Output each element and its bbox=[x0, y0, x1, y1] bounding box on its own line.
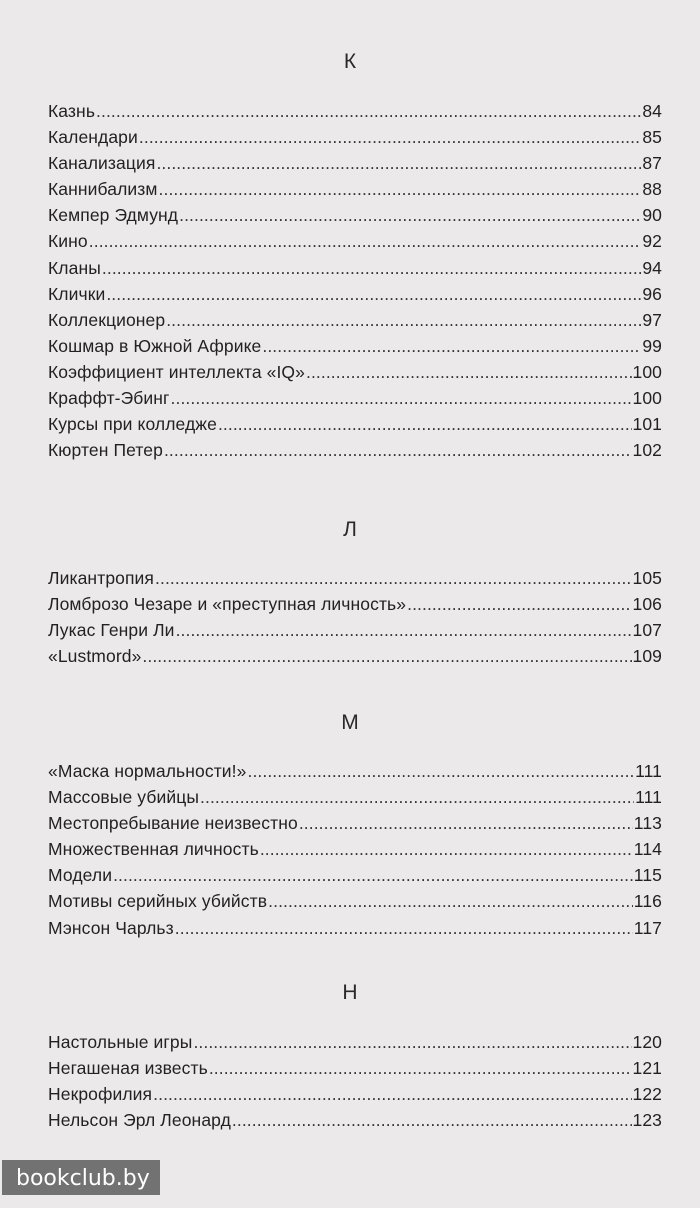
index-entry bbox=[48, 813, 662, 839]
entry-title: Клички bbox=[48, 283, 106, 304]
dot-leader bbox=[89, 231, 642, 252]
index-entry bbox=[48, 1110, 662, 1136]
index-entry bbox=[48, 568, 662, 594]
entry-title: Мотивы серийных убийств bbox=[48, 891, 268, 912]
index-entry bbox=[48, 594, 662, 620]
index-entry bbox=[48, 1032, 662, 1058]
dot-leader bbox=[106, 284, 641, 305]
section-l-entries bbox=[48, 568, 662, 672]
entry-title: Коэффициент интеллекта «IQ» bbox=[48, 361, 305, 382]
dot-leader bbox=[176, 620, 632, 641]
index-entry bbox=[48, 865, 662, 891]
entry-page: 111 bbox=[635, 787, 662, 808]
dot-leader bbox=[159, 179, 642, 200]
entry-page: 99 bbox=[642, 335, 662, 356]
entry-title: Каннибализм bbox=[48, 179, 158, 200]
dot-leader bbox=[166, 310, 641, 331]
section-letter-m: М bbox=[341, 711, 359, 734]
entry-page: 122 bbox=[632, 1084, 662, 1105]
entry-page: 85 bbox=[642, 127, 662, 148]
entry-title: Нельсон Эрл Леонард bbox=[48, 1110, 231, 1131]
entry-page: 113 bbox=[633, 813, 662, 834]
dot-leader bbox=[247, 761, 634, 782]
entry-page: 100 bbox=[632, 361, 662, 382]
dot-leader bbox=[407, 594, 631, 615]
entry-page: 84 bbox=[642, 101, 662, 121]
entry-page: 100 bbox=[632, 388, 662, 409]
index-entry bbox=[48, 918, 662, 944]
entry-page: 97 bbox=[642, 309, 662, 330]
entry-title: Ломброзо Чезаре и «преступная личность» bbox=[48, 594, 407, 615]
entry-title: Модели bbox=[48, 865, 113, 886]
index-entry bbox=[48, 839, 662, 865]
entry-page: 94 bbox=[642, 257, 662, 278]
entry-page: 114 bbox=[633, 839, 662, 860]
section-letter-l: Л bbox=[343, 518, 357, 541]
index-entry bbox=[48, 336, 662, 362]
index-entry bbox=[48, 891, 662, 917]
entry-page: 96 bbox=[642, 283, 662, 304]
entry-title: Массовые убийцы bbox=[48, 787, 200, 808]
section-letter-n: Н bbox=[342, 981, 358, 1004]
index-entry bbox=[48, 440, 662, 466]
index-entry bbox=[48, 388, 662, 414]
dot-leader bbox=[200, 787, 634, 808]
dot-leader bbox=[268, 891, 633, 912]
index-entry bbox=[48, 101, 662, 127]
index-entry bbox=[48, 761, 662, 787]
index-entry bbox=[48, 1058, 662, 1084]
index-entry bbox=[48, 646, 662, 672]
index-entry bbox=[48, 620, 662, 646]
entry-title: Курсы при колледже bbox=[48, 414, 217, 435]
section-letter-k: К bbox=[343, 50, 357, 73]
entry-title: Кланы bbox=[48, 257, 101, 278]
index-entry bbox=[48, 1084, 662, 1110]
entry-title: Мэнсон Чарльз bbox=[48, 917, 174, 938]
index-entry bbox=[48, 284, 662, 310]
entry-page: 111 bbox=[635, 761, 662, 781]
index-entry bbox=[48, 153, 662, 179]
entry-title: Ликантропия bbox=[48, 568, 155, 588]
entry-title: Местопребывание неизвестно bbox=[48, 813, 298, 834]
dot-leader bbox=[139, 127, 641, 148]
dot-leader bbox=[179, 205, 641, 226]
entry-title: Канализация bbox=[48, 153, 156, 174]
entry-page: 105 bbox=[632, 568, 662, 588]
dot-leader bbox=[142, 646, 631, 667]
entry-title: Некрофилия bbox=[48, 1084, 153, 1105]
entry-page: 116 bbox=[633, 891, 662, 912]
entry-page: 120 bbox=[632, 1032, 662, 1052]
index-entry bbox=[48, 787, 662, 813]
dot-leader bbox=[96, 101, 641, 122]
section-k-entries bbox=[48, 101, 662, 466]
entry-page: 106 bbox=[632, 594, 662, 615]
entry-title: Казнь bbox=[48, 101, 96, 121]
dot-leader bbox=[175, 918, 633, 939]
entry-page: 109 bbox=[632, 646, 662, 667]
entry-title: Календари bbox=[48, 127, 138, 148]
entry-page: 90 bbox=[642, 205, 662, 226]
entry-title: «Lustmord» bbox=[48, 646, 142, 667]
index-entry bbox=[48, 414, 662, 440]
dot-leader bbox=[232, 1110, 632, 1131]
dot-leader bbox=[306, 362, 632, 383]
entry-page: 123 bbox=[632, 1110, 662, 1131]
index-entry bbox=[48, 258, 662, 284]
entry-page: 121 bbox=[632, 1058, 662, 1079]
entry-title: Коллекционер bbox=[48, 309, 166, 330]
entry-page: 115 bbox=[633, 865, 662, 886]
dot-leader bbox=[299, 813, 633, 834]
index-entry bbox=[48, 127, 662, 153]
section-m-entries bbox=[48, 761, 662, 944]
entry-title: Негашеная известь bbox=[48, 1058, 208, 1079]
entry-title: Настольные игры bbox=[48, 1032, 193, 1052]
entry-page: 117 bbox=[633, 917, 662, 938]
entry-page: 87 bbox=[642, 153, 662, 174]
dot-leader bbox=[164, 440, 632, 461]
entry-title: Кино bbox=[48, 231, 88, 252]
entry-page: 88 bbox=[642, 179, 662, 200]
index-entry bbox=[48, 205, 662, 231]
entry-title: Кюртен Петер bbox=[48, 440, 163, 461]
dot-leader bbox=[102, 258, 641, 279]
dot-leader bbox=[193, 1032, 631, 1053]
dot-leader bbox=[209, 1058, 632, 1079]
entry-title: Краффт-Эбинг bbox=[48, 388, 170, 409]
index-entry bbox=[48, 179, 662, 205]
dot-leader bbox=[156, 153, 641, 174]
entry-title: Кошмар в Южной Африке bbox=[48, 335, 262, 356]
entry-title: Лукас Генри Ли bbox=[48, 620, 175, 641]
entry-page: 107 bbox=[632, 620, 662, 641]
dot-leader bbox=[155, 568, 631, 589]
index-entry bbox=[48, 231, 662, 257]
section-n-entries bbox=[48, 1032, 662, 1136]
entry-page: 92 bbox=[642, 231, 662, 252]
dot-leader bbox=[113, 865, 633, 886]
dot-leader bbox=[218, 414, 632, 435]
entry-page: 102 bbox=[632, 440, 662, 461]
watermark-label: bookclub.by bbox=[2, 1160, 160, 1195]
entry-title: «Маска нормальности!» bbox=[48, 761, 247, 781]
dot-leader bbox=[260, 839, 633, 860]
entry-page: 101 bbox=[632, 414, 662, 435]
index-entry bbox=[48, 310, 662, 336]
dot-leader bbox=[262, 336, 641, 357]
entry-title: Кемпер Эдмунд bbox=[48, 205, 179, 226]
dot-leader bbox=[171, 388, 632, 409]
entry-title: Множественная личность bbox=[48, 839, 259, 860]
dot-leader bbox=[153, 1084, 631, 1105]
index-entry bbox=[48, 362, 662, 388]
